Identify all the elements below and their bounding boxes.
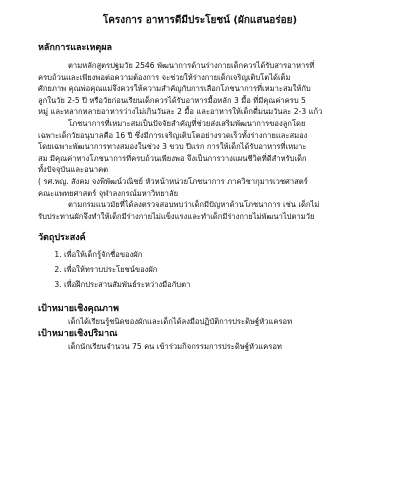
rationale-line: โภชนาการที่เหมาะสมเป็นปัจจัยสำคัญที่ช่วยส่งเสริมพัฒนาการของลูกโดย [68,118,306,128]
rationale-line: รับประทานผักจึงทำให้เด็กมีร่างกายไม่แข็งแรงและทำเด็กมีร่างกายไม่พัฒนาไปตามวัย [38,211,315,221]
quantity-target-text: เด็กนักเรียนจำนวน 75 คน เข้าร่วมกิจกรรมการประดิษฐ์หัวแครอท [68,341,282,351]
quality-target-section [38,303,362,328]
quality-target-text: เด็กได้เรียนรู้ชนิดของผักและเด็กได้ลงมือปฏิบัติการประดิษฐ์หัวแครอท [68,317,293,327]
rationale-line: ตามหลักสูตรปฐมวัย 2546 พัฒนาการด้านร่างกายเด็กควรได้รับสารอาหารที่ [68,61,315,70]
citation-line: ( รศ.พญ. สังคม จงพิพัฒน์วณิชย์ หัวหน้าหน่วยโภชนาการ ภาควิชากุมารเวชศาสตร์ [38,176,308,186]
objectives-section [38,232,362,290]
rationale-heading: หลักการและเหตุผล [38,43,113,53]
rationale-line: ศักยภาพ คุณพ่อคุณแม่จึงควรให้ความสำคัญกับการเลือกโภชนาการที่เหมาะสมให้กับ [38,84,311,94]
rationale-line: ครบถ้วนและเพียงพอต่อความต้องการ จะช่วยให้ร่างกายเด็กเจริญเติบโตได้เต็ม [38,72,291,82]
rationale-line: เฉพาะเด็กวัยอนุบาลคือ 16 ปี ซึ่งมีการเจริญเติบโตอย่างรวดเร็วทั้งร่างกายและสมอง [38,130,308,140]
rationale-line: หมู่ และหลากหลายอาหารว่างไม่เกินวันละ 2 มื้อ และอาหารให้เด็กดื่มนมวันละ 2-3 แก้ว [38,107,323,117]
objectives-list [38,249,362,290]
quantity-target-section [38,328,362,353]
rationale-section [38,42,362,222]
objectives-heading: วัตถุประสงค์ [38,233,86,244]
rationale-line: โดยเฉพาะพัฒนาการทางสมองในช่วง 3 ขวบ ปีแรก การให้เด็กได้รับอาหารที่เหมาะ [38,142,307,152]
objective-item: 2. เพื่อให้ทราบประโยชน์ของผัก [64,264,362,276]
objective-item: 1. เพื่อให้เด็กรู้จักชื่อของผัก [64,249,362,261]
rationale-line: ลูกในวัย 2-5 ปี หรือวัยก่อนเรียนเด็กควรได้รับอาหารมื้อหลัก 3 มื้อ ที่มีคุณค่าครบ 5 [38,95,306,105]
quality-target-heading: เป้าหมายเชิงคุณภาพ [38,304,119,315]
rationale-line: ทั้งปัจจุบันและอนาคต [38,165,109,175]
citation-line: คณะแพทยศาสตร์ จุฬาลงกรณ์มหาวิทยาลัย [38,188,179,198]
document-title: โครงการ อาหารดีมีประโยชน์ (ผักแสนอร่อย) [102,15,298,26]
rationale-line: ตามกรมแนวมัยที่ได้ลงตรวจสอบพบว่าเด็กมีปัญหาด้านโภชนาการ เช่น เด็กไม่ [68,200,320,210]
objective-item: 3. เพื่อฝึกประสานสัมพันธ์ระหว่างมือกับตา [64,279,362,291]
rationale-line: สม มีคุณค่าทางโภชนาการที่ครบถ้วนเพียงพอ จึงเป็นการวางแผนชีวิตที่ดีสำหรับเด็ก [38,153,307,163]
quantity-target-heading: เป้าหมายเชิงปริมาณ [38,328,118,339]
